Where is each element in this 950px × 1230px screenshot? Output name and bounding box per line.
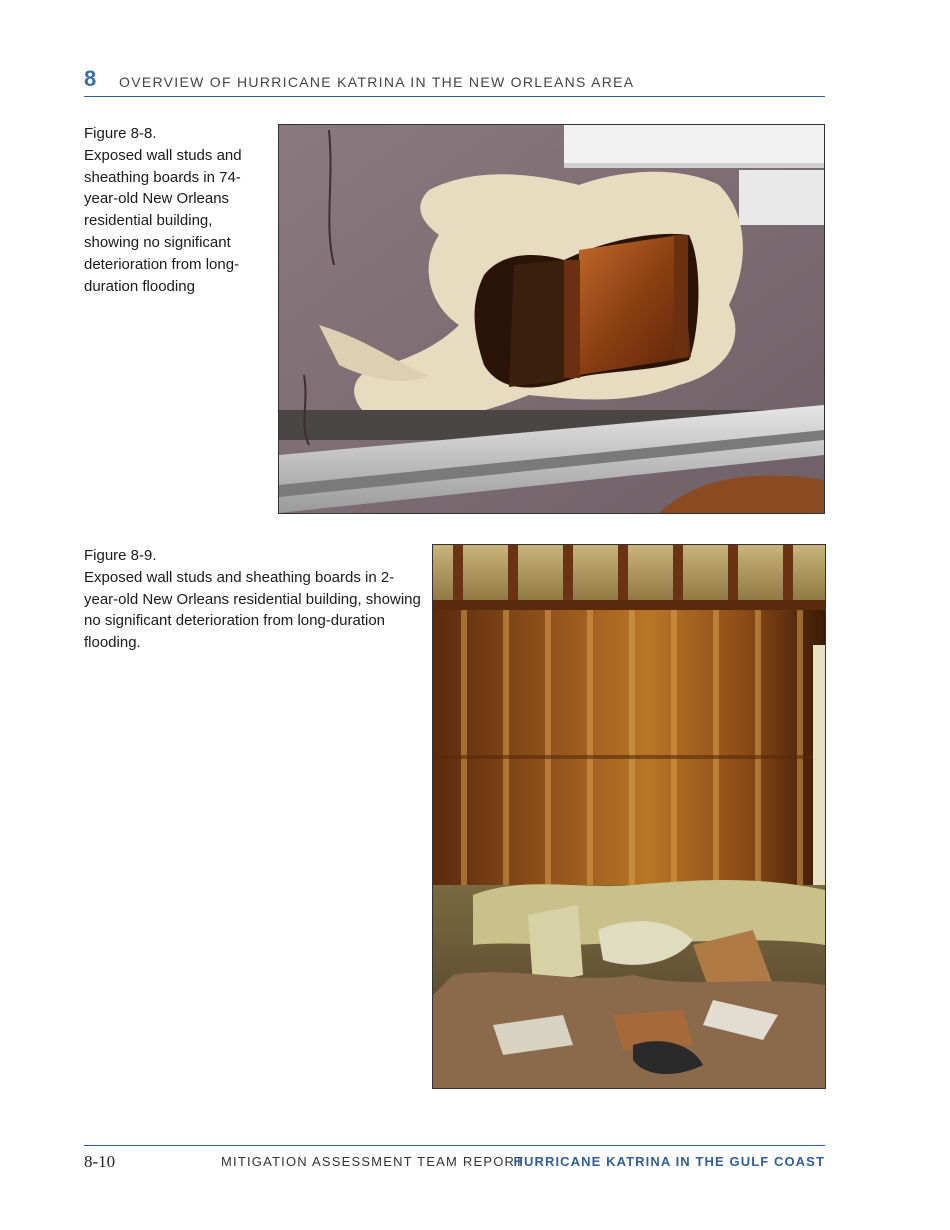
figure-label: Figure 8-9. xyxy=(84,547,157,564)
caption-line: year-old New Orleans residential building, showing xyxy=(84,590,421,608)
caption-line: sheathing boards in 74- xyxy=(84,168,241,186)
caption-line: no significant deterioration from long-duration xyxy=(84,612,386,630)
figure-label: Figure 8-8. xyxy=(84,125,157,142)
caption-line: Exposed wall studs and sheathing boards in 2- xyxy=(84,568,395,586)
caption-line: showing no significant xyxy=(84,233,231,251)
caption-line: Exposed wall studs and xyxy=(84,146,242,164)
caption-line: duration flooding xyxy=(84,277,195,295)
page-header xyxy=(84,66,825,97)
page-footer xyxy=(84,1145,825,1176)
series-title: HURRICANE KATRINA IN THE GULF COAST xyxy=(513,1154,825,1169)
page-number: 8-10 xyxy=(84,1152,116,1171)
caption-line: residential building, xyxy=(84,212,213,230)
caption-line: deterioration from long- xyxy=(84,255,240,273)
report-title: MITIGATION ASSESSMENT TEAM REPORT xyxy=(221,1154,525,1169)
caption-line: flooding. xyxy=(84,634,141,652)
figure-8-8-caption xyxy=(84,123,254,297)
caption-line: year-old New Orleans xyxy=(84,190,230,208)
figure-8-9-caption xyxy=(84,545,419,654)
figure-8-9-photo xyxy=(432,544,826,1089)
chapter-title: OVERVIEW OF HURRICANE KATRINA IN THE NEW ORLEANS AREA xyxy=(119,74,635,90)
figure-8-8-photo xyxy=(278,124,825,514)
chapter-number: 8 xyxy=(84,66,97,91)
